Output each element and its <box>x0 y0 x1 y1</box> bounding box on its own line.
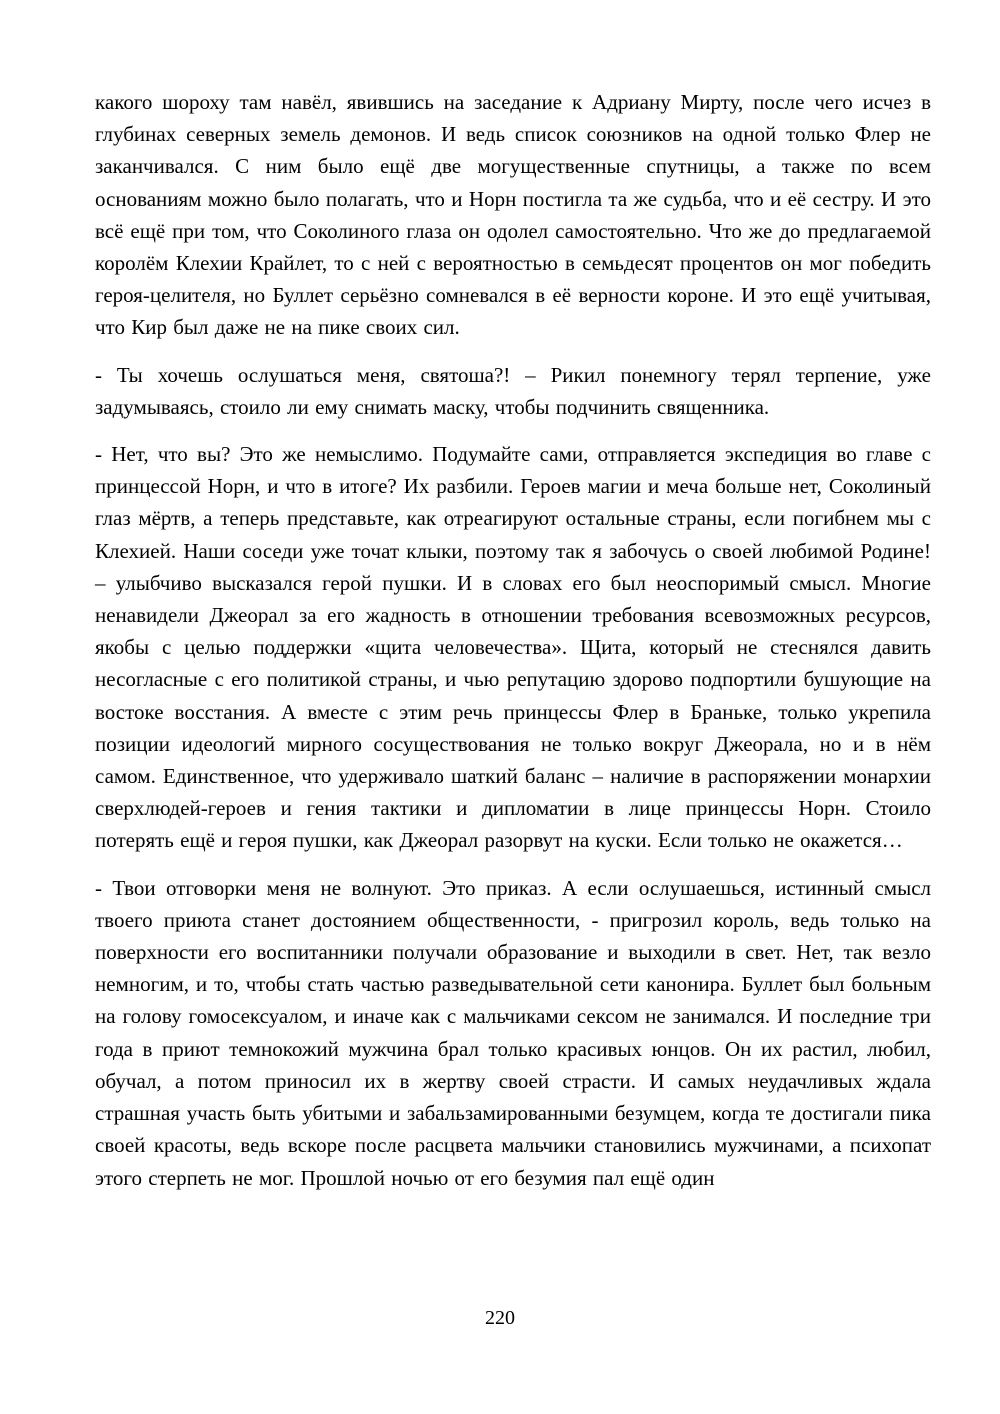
body-text <box>95 86 931 1209</box>
paragraph: - Ты хочешь ослушаться меня, святоша?! – Рикил понемногу терял терпение, уже задумываясь, стоило ли ему снимать маску, чтобы подчинить священника. <box>95 362 931 419</box>
paragraph: - Нет, что вы? Это же немыслимо. Подумайте сами, отправляется экспедиция во главе с принцессой Норн, и что в итоге? Их разбили. Героев магии и меча больше нет, Соколиный глаз мёртв, а теперь представьте, как отреагируют остальные страны, если погибнем мы с Клехией. Наши соседи уже точат клыки, поэтому так я забочусь о своей любимой Родине! – улыбчиво высказался герой пушки. И в словах его был неоспоримый смысл. Многие ненавидели Джеорал за его жадность в отношении требования всевозможных ресурсов, якобы с целью поддержки «щита человечества». Щита, который не стеснялся давить несогласные с его политикой страны, и чью репутацию здорово подпортили бушующие на востоке восстания. А вместе с этим речь принцессы Флер в Браньке, только укрепила позиции идеологий мирного сосуществования не только вокруг Джеорала, но и в нём самом. Единственное, что удерживало шаткий баланс – наличие в распоряжении монархии сверхлюдей-героев и гения тактики и дипломатии в лице принцессы Норн. Стоило потерять ещё и героя пушки, как Джеорал разорвут на куски. Если только не окажется… <box>95 442 931 853</box>
page-number: 220 <box>485 1307 515 1329</box>
paragraph: - Твои отговорки меня не волнуют. Это приказ. А если ослушаешься, истинный смысл твоего приюта станет достоянием общественности, - пригрозил король, ведь только на поверхности его воспитанники получали образование и выходили в свет. Нет, так везло немногим, и то, чтобы стать частью разведывательной сети канонира. Буллет был больным на голову гомосексуалом, и иначе как с мальчиками сексом не занимался. И последние три года в приют темнокожий мужчина брал только красивых юнцов. Он их растил, любил, обучал, а потом приносил их в жертву своей страсти. И самых неудачливых ждала страшная участь быть убитыми и забальзамированными безумцем, когда те достигали пика своей красоты, ведь вскоре после расцвета мальчики становились мужчинами, а психопат этого стерпеть не мог. Прошлой ночью от его безумия пал ещё один <box>95 875 931 1190</box>
paragraph: какого шороху там навёл, явившись на заседание к Адриану Мирту, после чего исчез в глубинах северных земель демонов. И ведь список союзников на одной только Флер не заканчивался. С ним было ещё две могущественные спутницы, а также по всем основаниям можно было полагать, что и Норн постигла та же судьба, что и её сестру. И это всё ещё при том, что Соколиного глаза он одолел самостоятельно. Что же до предлагаемой королём Клехии Крайлет, то с ней с вероятностью в семьдесят процентов он мог победить героя-целителя, но Буллет серьёзно сомневался в её верности короне. И это ещё учитывая, что Кир был даже не на пике своих сил. <box>95 90 931 340</box>
